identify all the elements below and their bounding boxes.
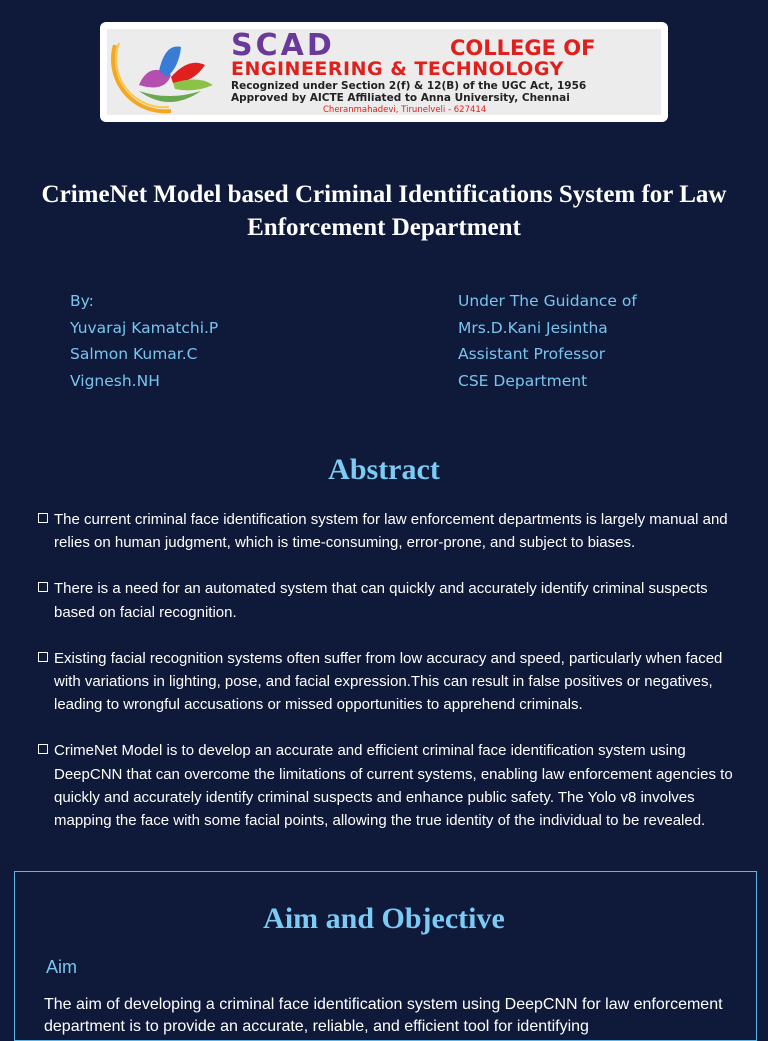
abstract-heading: Abstract	[328, 453, 440, 486]
abstract-point: CrimeNet Model is to develop an accurate and efficient criminal face identification system using DeepCNN that can overcome the limitations of current systems, enabling law enforcement agencies to quickly and accurately identify criminal suspects and enhance public safety. The Yolo v8 involves mapping the face with some facial points, allowing the true identity of the individual to be revealed.	[54, 742, 733, 830]
logo-location-text: Cheranmahadevi, Tirunelveli - 627414	[323, 105, 487, 115]
lotus-logo-icon	[109, 31, 227, 113]
logo-college-text: COLLEGE OF	[450, 36, 596, 60]
guidance-block	[458, 288, 637, 395]
poster-title: CrimeNet Model based Criminal Identifications System for Law Enforcement Department	[41, 181, 727, 241]
logo-engineering-text: ENGINEERING & TECHNOLOGY	[231, 58, 564, 80]
author-name: Salmon Kumar.C	[70, 345, 198, 364]
abstract-point: Existing facial recognition systems often suffer from low accuracy and speed, particularly when faced with variations in lighting, pose, and facial expression.This can result in false positives or negatives, leading to wrongful accusations or missed opportunities to apprehend criminals.	[54, 649, 723, 714]
logo-brand-text: SCAD	[231, 28, 335, 63]
aim-text: The aim of developing a criminal face identification system using DeepCNN for law enforcement department is to provide an accurate, reliable, and efficient tool for identifying	[44, 996, 723, 1035]
square-bullet-icon	[38, 744, 48, 754]
square-bullet-icon	[38, 652, 48, 662]
author-name: Vignesh.NH	[70, 372, 160, 391]
guide-designation: Assistant Professor	[458, 345, 606, 364]
aim-objective-heading: Aim and Objective	[263, 902, 505, 935]
list-item	[36, 577, 736, 623]
abstract-point: The current criminal face identification system for law enforcement departments is largely manual and relies on human judgment, which is time-consuming, error-prone, and subject to biases.	[54, 511, 728, 552]
abstract-list	[36, 508, 736, 855]
logo-inner	[107, 29, 661, 115]
authors-label: By:	[70, 292, 94, 310]
author-name: Yuvaraj Kamatchi.P	[70, 318, 219, 337]
guidance-label: Under The Guidance of	[458, 292, 637, 310]
logo-approval-text: Approved by AICTE Affiliated to Anna University, Chennai	[231, 92, 570, 104]
guide-name: Mrs.D.Kani Jesintha	[458, 318, 608, 337]
list-item	[36, 508, 736, 554]
abstract-point: There is a need for an automated system that can quickly and accurately identify criminal suspects based on facial recognition.	[54, 580, 708, 621]
aim-label: Aim	[46, 957, 77, 977]
authors-block	[70, 288, 218, 395]
logo-recognition-text: Recognized under Section 2(f) & 12(B) of the UGC Act, 1956	[231, 80, 587, 92]
college-logo-banner	[100, 22, 668, 122]
square-bullet-icon	[38, 582, 48, 592]
guide-department: CSE Department	[458, 372, 588, 391]
list-item	[36, 647, 736, 717]
list-item	[36, 739, 736, 832]
square-bullet-icon	[38, 513, 48, 523]
